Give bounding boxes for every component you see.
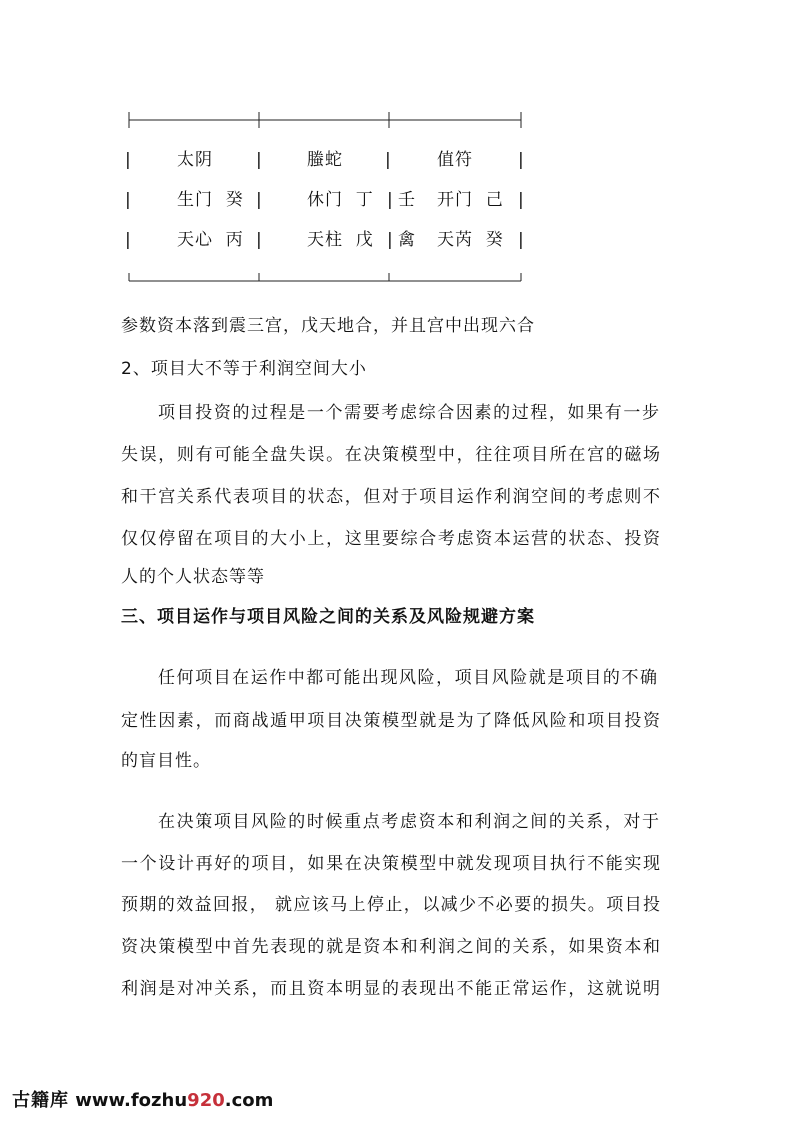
grid-cell-r3c1: 天心 丙 bbox=[177, 230, 244, 250]
grid-bar: | bbox=[385, 150, 391, 170]
paragraph-1-line: 仅仅停留在项目的大小上，这里要综合考虑资本运营的状态、投资 bbox=[121, 529, 661, 549]
paragraph-2-line: 的盲目性。 bbox=[121, 751, 211, 771]
section-heading: 三、项目运作与项目风险之间的关系及风险规避方案 bbox=[121, 607, 535, 627]
paragraph-1-line: 失误，则有可能全盘失误。在决策模型中，往往项目所在宫的磁场 bbox=[121, 445, 661, 465]
paragraph-3-line: 在决策项目风险的时候重点考虑资本和利润之间的关系，对于 bbox=[158, 812, 660, 832]
footer-url-suffix[interactable]: .com bbox=[224, 1090, 274, 1111]
grid-cell-r1c2: 螣蛇 bbox=[307, 150, 343, 170]
grid-bar: | bbox=[256, 150, 262, 170]
paragraph-3-line: 利润是对冲关系，而且资本明显的表现出不能正常运作，这就说明 bbox=[121, 979, 661, 999]
grid-bar: | bbox=[125, 190, 131, 210]
grid-bar: | bbox=[518, 230, 524, 250]
grid-bar: | bbox=[256, 230, 262, 250]
grid-cell-r3c3a: 禽 bbox=[398, 230, 416, 250]
paragraph-3-line: 资决策模型中首先表现的就是资本和利润之间的关系，如果资本和 bbox=[121, 937, 661, 957]
paragraph-2-line: 定性因素，而商战遁甲项目决策模型就是为了降低风险和项目投资 bbox=[121, 711, 661, 731]
palace-grid bbox=[125, 110, 527, 290]
grid-bar: | bbox=[387, 230, 393, 250]
footer-brand: 古籍库 bbox=[12, 1090, 69, 1111]
grid-bar: | bbox=[256, 190, 262, 210]
paragraph-1-line: 项目投资的过程是一个需要考虑综合因素的过程，如果有一步 bbox=[158, 403, 660, 423]
footer-url-number[interactable]: 920 bbox=[187, 1090, 225, 1111]
grid-bar: | bbox=[125, 230, 131, 250]
grid-cell-r1c3: 值符 bbox=[437, 150, 473, 170]
grid-bar: | bbox=[518, 150, 524, 170]
paragraph-2-line: 任何项目在运作中都可能出现风险，项目风险就是项目的不确 bbox=[158, 668, 658, 688]
paragraph-1-line: 和干宫关系代表项目的状态，但对于项目运作利润空间的考虑则不 bbox=[121, 487, 661, 507]
paragraph-1-line: 人的个人状态等等 bbox=[121, 567, 265, 587]
footer-url-prefix[interactable]: www.fozhu bbox=[75, 1090, 188, 1111]
grid-cell-r2c3b: 开门 己 bbox=[437, 190, 504, 210]
grid-bar: | bbox=[125, 150, 131, 170]
subheading-2: 2、项目大不等于利润空间大小 bbox=[121, 359, 367, 379]
footer-watermark bbox=[12, 1089, 273, 1113]
grid-cell-r3c3b: 天芮 癸 bbox=[437, 230, 504, 250]
grid-bar: | bbox=[518, 190, 524, 210]
paragraph-3-line: 一个设计再好的项目，如果在决策模型中就发现项目执行不能实现 bbox=[121, 854, 661, 874]
grid-cell-r1c1: 太阴 bbox=[177, 150, 213, 170]
grid-bar: | bbox=[387, 190, 393, 210]
paragraph-3-line: 预期的效益回报， 就应该马上停止，以减少不必要的损失。项目投 bbox=[121, 895, 661, 915]
grid-cell-r2c3a: 壬 bbox=[398, 190, 416, 210]
grid-cell-r3c2: 天柱 戊 bbox=[307, 230, 374, 250]
note-line: 参数资本落到震三宫，戊天地合，并且宫中出现六合 bbox=[121, 316, 535, 336]
grid-cell-r2c1: 生门 癸 bbox=[177, 190, 244, 210]
grid-cell-r2c2: 休门 丁 bbox=[307, 190, 374, 210]
